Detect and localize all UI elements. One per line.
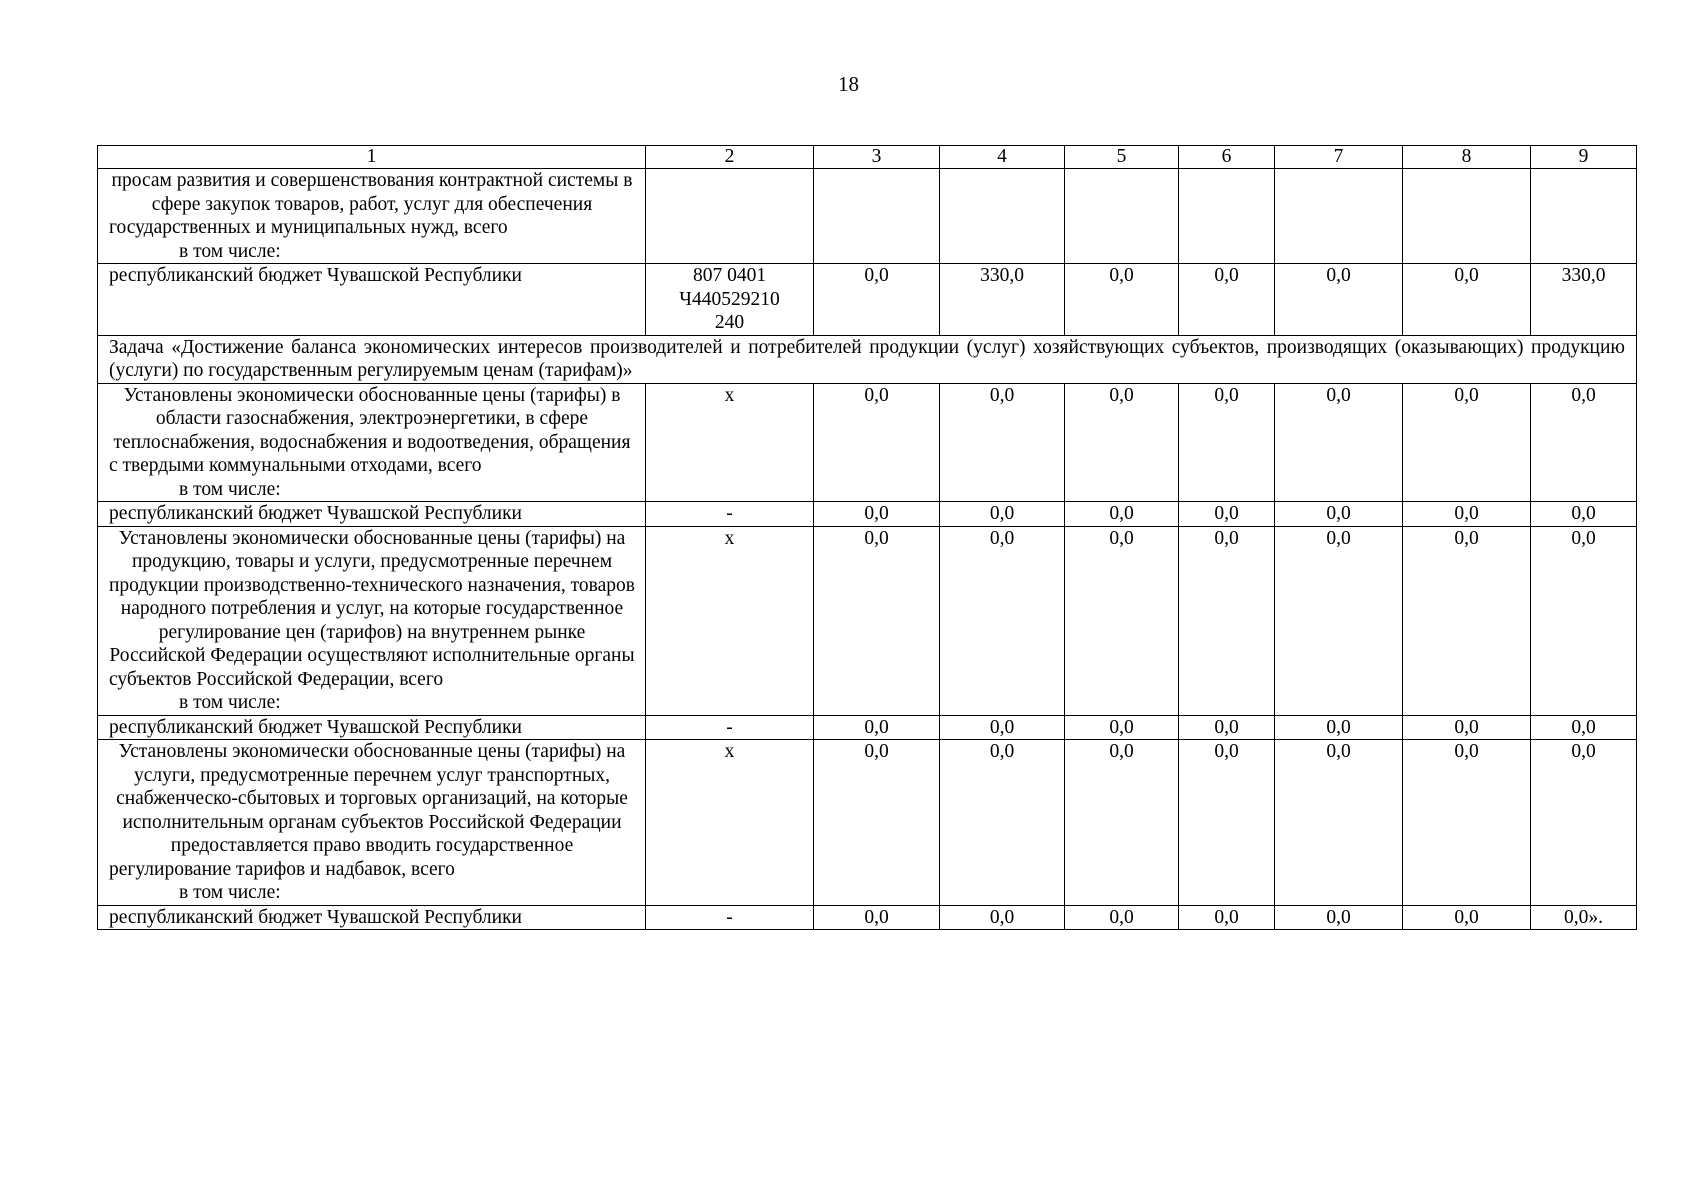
value-cell: 0,0 (940, 715, 1065, 740)
row-name: Установлены экономически обоснованные цены (тарифы) в области газоснабжения, электроэнергетики, в сфере теплоснабжения, водоснабжения и водоотведения, обращения с твердыми коммунальными отходами, всего (109, 384, 631, 476)
value-cell: 0,0 (1403, 740, 1531, 906)
row-name-cell (98, 740, 646, 906)
value-cell: 0,0 (1403, 502, 1531, 527)
value-cell: 0,0 (1531, 526, 1637, 715)
value-cell: 0,0 (940, 526, 1065, 715)
row-name-cell: республиканский бюджет Чувашской Республики (98, 264, 646, 336)
column-header: 1 (98, 146, 646, 169)
value-cell: 0,0 (1179, 264, 1275, 336)
value-cell: 0,0 (1179, 502, 1275, 527)
value-cell: 0,0 (1275, 905, 1403, 930)
value-cell: 0,0 (1179, 715, 1275, 740)
value-cell: 0,0 (1179, 740, 1275, 906)
including-label: в том числе: (179, 882, 281, 903)
value-cell: 0,0 (940, 905, 1065, 930)
row-name: Установлены экономически обоснованные цены (тарифы) на услуги, предусмотренные перечнем услуг транспортных, снабженческо-сбытовых и торговых организаций, на которые исполнительным органам субъектов Российской Федерации предоставляется право вводить государственное регулирование тарифов и надбавок, всего (109, 741, 628, 880)
table-row (98, 526, 1637, 715)
column-header: 7 (1275, 146, 1403, 169)
value-cell: 0,0 (1403, 715, 1531, 740)
table-row (98, 383, 1637, 502)
value-cell: 0,0 (1403, 264, 1531, 336)
value-cell: 330,0 (940, 264, 1065, 336)
row-name-cell (98, 169, 646, 264)
value-cell (1275, 169, 1403, 264)
value-cell: 0,0 (814, 740, 940, 906)
value-cell: 0,0 (1403, 526, 1531, 715)
value-cell: 0,0 (1275, 383, 1403, 502)
task-row (98, 335, 1637, 383)
value-cell: 0,0 (814, 502, 940, 527)
row-name-cell: республиканский бюджет Чувашской Республики (98, 715, 646, 740)
table-row (98, 905, 1637, 930)
row-name-cell (98, 526, 646, 715)
column-header: 4 (940, 146, 1065, 169)
page-number: 18 (838, 72, 859, 96)
table-row (98, 740, 1637, 906)
value-cell: 0,0 (1531, 383, 1637, 502)
row-name: Установлены экономически обоснованные цены (тарифы) на продукцию, товары и услуги, предусмотренные перечнем продукции производственно-технического назначения, товаров народного потребления и услуг, на которые государственное регулирование цен (тарифов) на внутреннем рынке Российской Федерации осуществляют исполнительные органы субъектов Российской Федерации, всего (109, 527, 635, 690)
value-cell: 0,0 (814, 383, 940, 502)
value-cell (1179, 169, 1275, 264)
value-cell: 0,0 (1275, 526, 1403, 715)
value-cell (1403, 169, 1531, 264)
column-header: 6 (1179, 146, 1275, 169)
value-cell: 0,0 (814, 264, 940, 336)
code-cell: 807 0401 Ч440529210 240 (646, 264, 814, 336)
budget-table (97, 145, 1637, 930)
value-cell: 0,0 (940, 740, 1065, 906)
code-cell: - (646, 715, 814, 740)
code-cell: - (646, 905, 814, 930)
value-cell: 0,0 (1065, 740, 1179, 906)
value-cell (940, 169, 1065, 264)
column-header: 9 (1531, 146, 1637, 169)
column-number-row (98, 146, 1637, 169)
including-label: в том числе: (179, 240, 281, 262)
table-row (98, 715, 1637, 740)
code-cell (646, 169, 814, 264)
value-cell: 0,0 (1179, 383, 1275, 502)
row-name-cell (98, 383, 646, 502)
value-cell: 0,0 (814, 526, 940, 715)
value-cell: 0,0 (1531, 502, 1637, 527)
including-label: в том числе: (179, 478, 281, 500)
table-row (98, 169, 1637, 264)
value-cell (1065, 169, 1179, 264)
code-cell: x (646, 383, 814, 502)
table-row (98, 502, 1637, 527)
row-name-cell: республиканский бюджет Чувашской Республики (98, 502, 646, 527)
row-name-cell: республиканский бюджет Чувашской Республики (98, 905, 646, 930)
value-cell: 0,0 (1531, 715, 1637, 740)
column-header: 2 (646, 146, 814, 169)
code-cell: - (646, 502, 814, 527)
value-cell: 0,0 (1275, 502, 1403, 527)
value-cell: 0,0 (1179, 905, 1275, 930)
value-cell: 0,0 (814, 715, 940, 740)
value-cell: 0,0 (1275, 264, 1403, 336)
value-cell: 0,0 (940, 383, 1065, 502)
table-row (98, 264, 1637, 336)
column-header: 3 (814, 146, 940, 169)
value-cell: 0,0 (1275, 715, 1403, 740)
column-header: 5 (1065, 146, 1179, 169)
value-cell: 0,0 (1065, 264, 1179, 336)
value-cell (1531, 169, 1637, 264)
value-cell: 0,0 (1403, 905, 1531, 930)
value-cell: 0,0 (940, 502, 1065, 527)
code-cell: x (646, 740, 814, 906)
value-cell: 0,0 (1403, 383, 1531, 502)
value-cell: 0,0». (1531, 905, 1637, 930)
value-cell: 0,0 (1065, 502, 1179, 527)
row-name: просам развития и совершенствования контрактной системы в сфере закупок товаров, работ, услуг для обеспечения государственных и муниципальных нужд, всего (109, 170, 633, 238)
task-cell: Задача «Достижение баланса экономических интересов производителей и потребителей продукции (услуг) хозяйствующих субъектов, производящих (оказывающих) продукцию (услуги) по государственным регулируемым ценам (тарифам)» (98, 335, 1637, 383)
value-cell: 0,0 (1275, 740, 1403, 906)
value-cell: 330,0 (1531, 264, 1637, 336)
value-cell: 0,0 (814, 905, 940, 930)
value-cell: 0,0 (1531, 740, 1637, 906)
including-label: в том числе: (179, 692, 281, 713)
value-cell: 0,0 (1065, 905, 1179, 930)
value-cell (814, 169, 940, 264)
value-cell: 0,0 (1065, 383, 1179, 502)
value-cell: 0,0 (1065, 715, 1179, 740)
column-header: 8 (1403, 146, 1531, 169)
value-cell: 0,0 (1065, 526, 1179, 715)
code-cell: x (646, 526, 814, 715)
value-cell: 0,0 (1179, 526, 1275, 715)
